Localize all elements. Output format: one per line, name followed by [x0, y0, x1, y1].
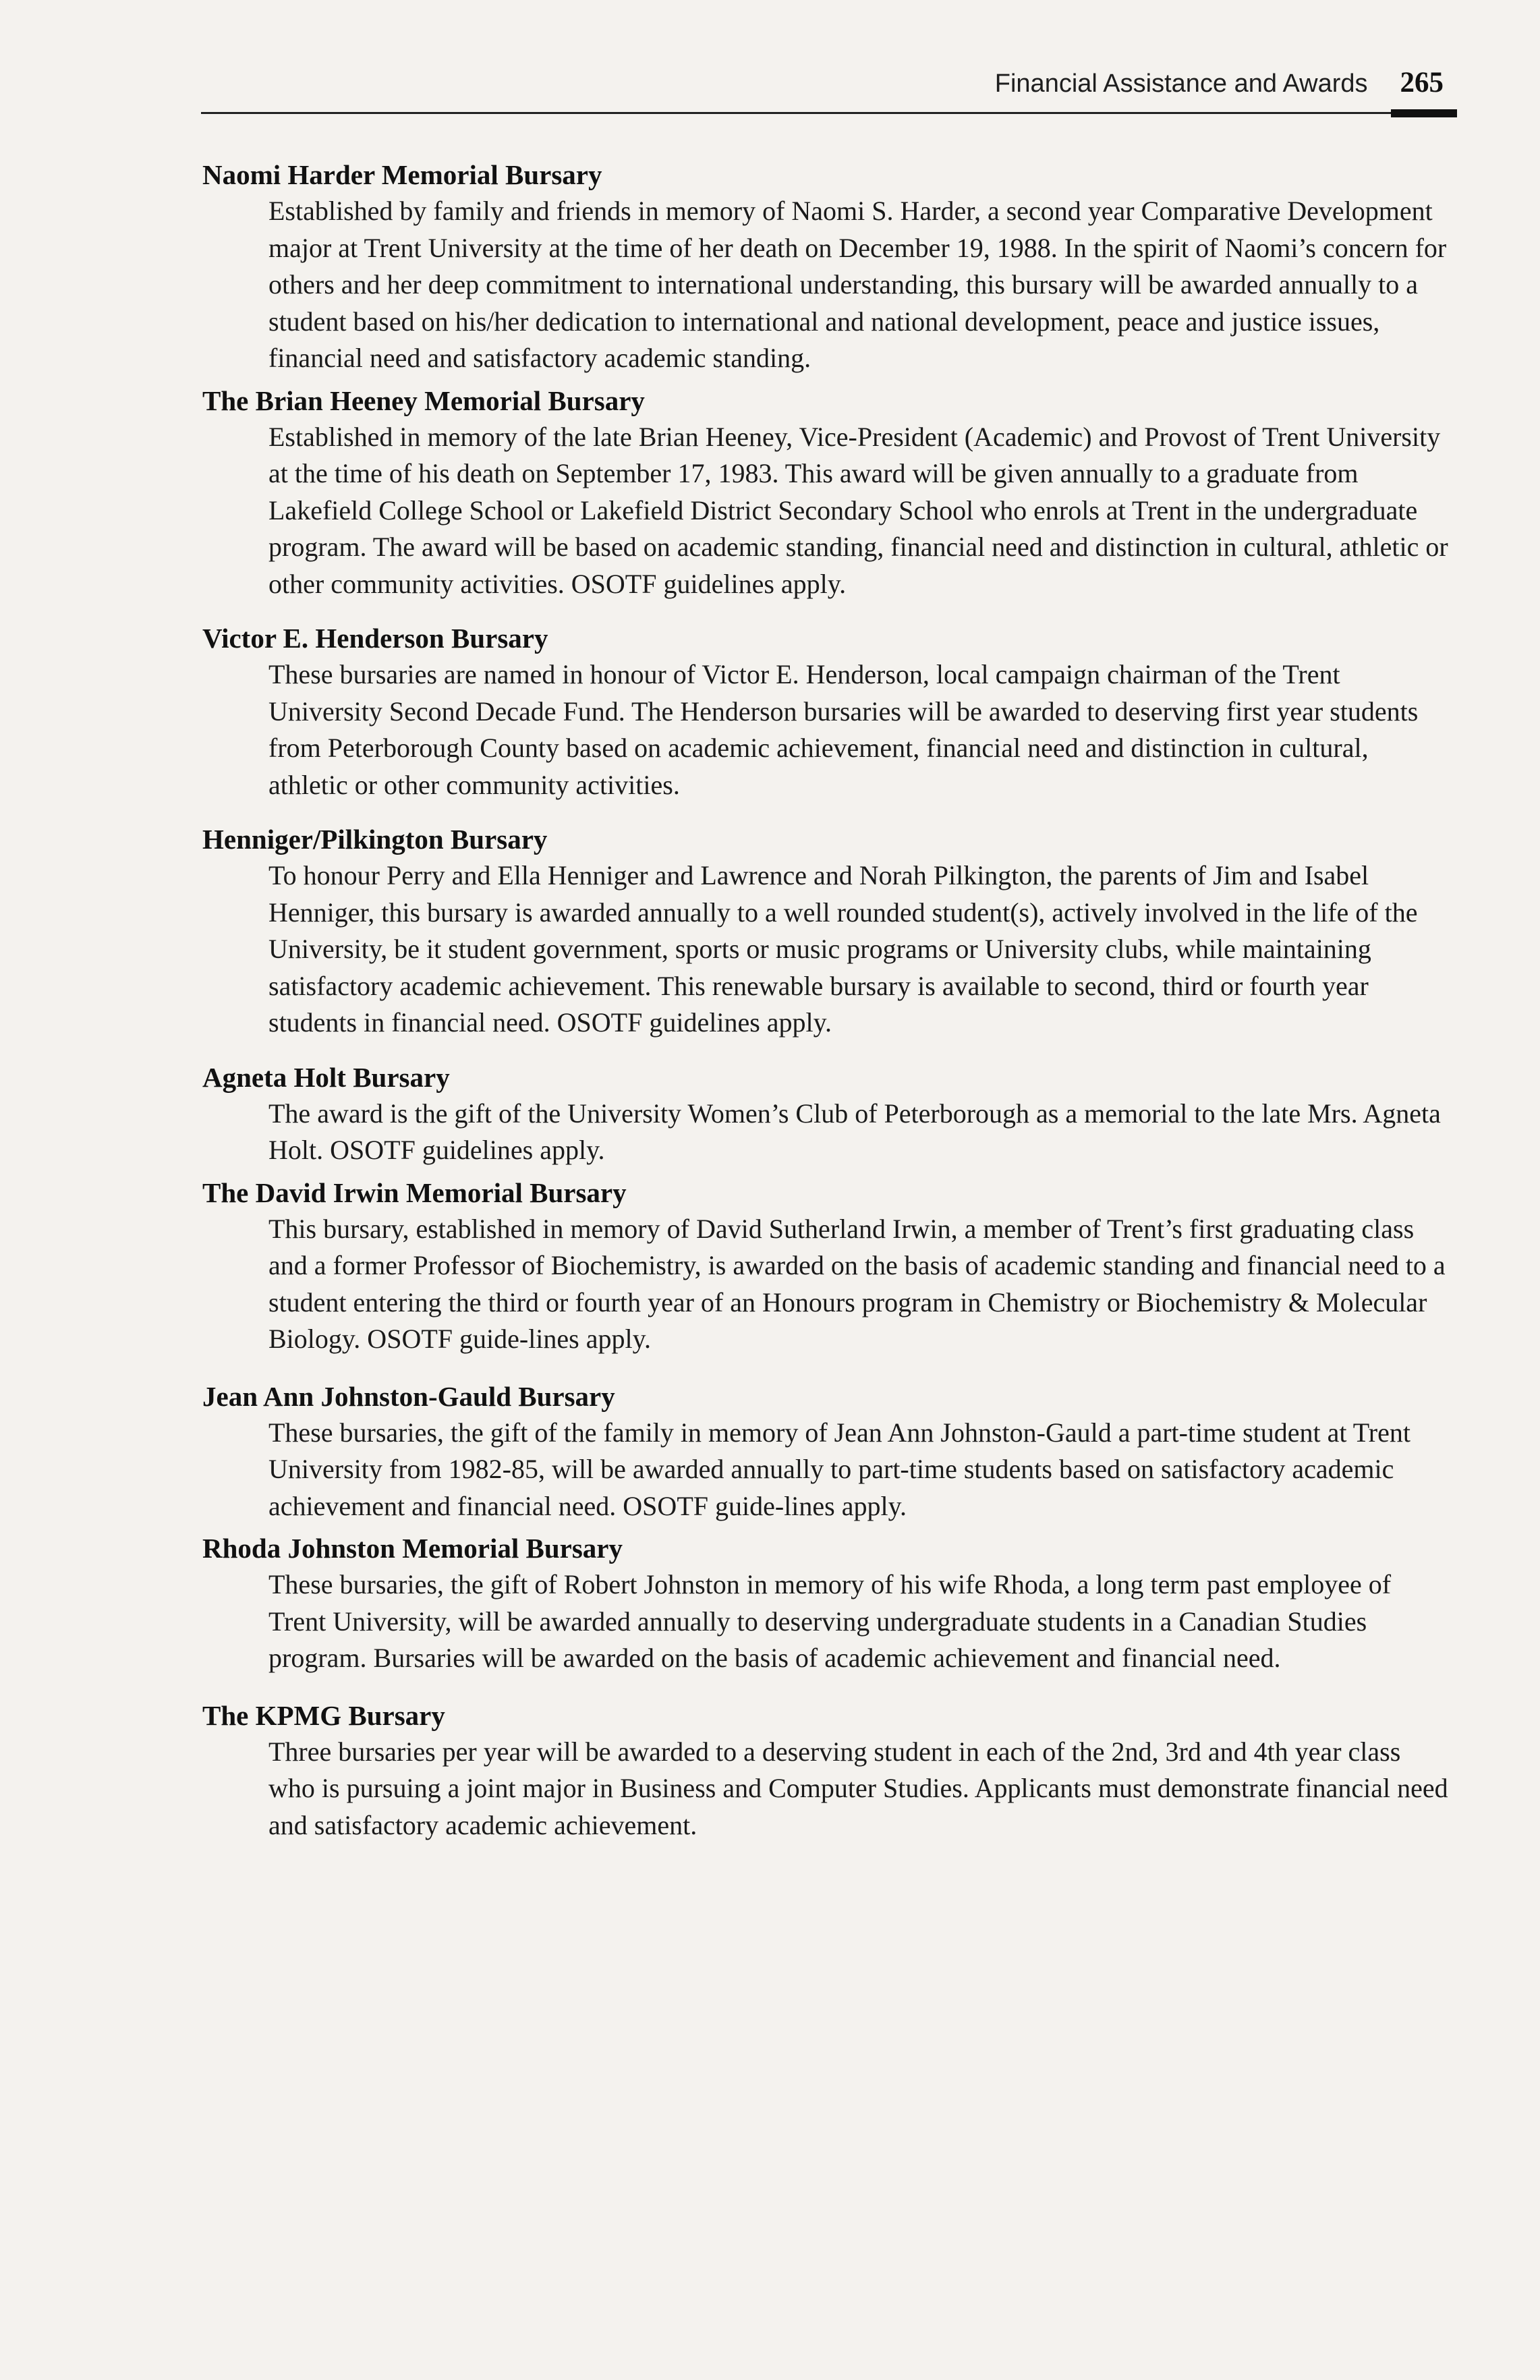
bursary-title: Henniger/Pilkington Bursary: [202, 824, 548, 855]
bursary-entry: [202, 1174, 1450, 1358]
bursary-list: [202, 157, 1450, 1844]
bursary-description: These bursaries, the gift of the family in memory of Jean Ann Johnston-Gauld a part-time student at Trent University from 1982-85, will be awarded annually to part-time students based on satisfactory academic achievement and financial need. OSOTF guide-lines apply.: [268, 1417, 1410, 1521]
bursary-entry: [202, 1697, 1450, 1844]
bursary-description: Established in memory of the late Brian Heeney, Vice-President (Academic) and Provost of Trent University at the time of his death on September 17, 1983. This award will be given annually to a graduate from Lakefield College School or Lakefield District Secondary School who enrols at Trent in the undergraduate program. The award will be based on academic standing, financial need and distinction in cultural, athletic or other community activities. OSOTF guidelines apply.: [268, 421, 1448, 599]
bursary-title: The David Irwin Memorial Bursary: [202, 1177, 627, 1208]
bursary-description: Three bursaries per year will be awarded to a deserving student in each of the 2nd, 3rd and 4th year class who is pursuing a joint major in Business and Computer Studies. Applicants must demonstrate financial need and satisfactory academic achievement.: [268, 1736, 1448, 1840]
bursary-title: Jean Ann Johnston-Gauld Bursary: [202, 1380, 615, 1412]
bursary-entry: [202, 1378, 1450, 1525]
bursary-entry: [202, 1059, 1450, 1169]
bursary-entry: [202, 382, 1450, 603]
bursary-description: These bursaries are named in honour of Victor E. Henderson, local campaign chairman of the Trent University Second Decade Fund. The Henderson bursaries will be awarded to deserving first year students from Peterborough County based on academic achievement, financial need and distinction in cultural, athletic or other community activities.: [268, 659, 1419, 800]
bursary-title: Agneta Holt Bursary: [202, 1061, 450, 1093]
bursary-entry: [202, 1530, 1450, 1677]
bursary-description: Established by family and friends in memory of Naomi S. Harder, a second year Comparative Development major at Trent University at the time of her death on December 19, 1988. In the spirit of Naomi’s concern for others and her deep commitment to international understanding, this bursary will be awarded annually to a student based on his/her dedication to international and national development, peace and justice issues, financial need and satisfactory academic standing.: [268, 196, 1447, 373]
page-number: 265: [1400, 67, 1444, 98]
bursary-description: These bursaries, the gift of Robert Johnston in memory of his wife Rhoda, a long term past employee of Trent University, will be awarded annually to deserving undergraduate students in a Canadian Studies program. Bursaries will be awarded on the basis of academic achievement and financial need.: [268, 1569, 1392, 1673]
bursary-title: Rhoda Johnston Memorial Bursary: [202, 1533, 623, 1564]
header-rule-accent: [1391, 109, 1457, 117]
bursary-title: Victor E. Henderson Bursary: [202, 623, 548, 654]
bursary-entry: [202, 821, 1450, 1042]
bursary-title: The KPMG Bursary: [202, 1699, 445, 1731]
bursary-description: The award is the gift of the University Women’s Club of Peterborough as a memorial to the late Mrs. Agneta Holt. OSOTF guidelines apply.: [268, 1098, 1441, 1165]
bursary-entry: [202, 620, 1450, 803]
bursary-description: This bursary, established in memory of David Sutherland Irwin, a member of Trent’s first graduating class and a former Professor of Biochemistry, is awarded on the basis of academic standing and financial need to a student entering the third or fourth year of an Honours program in Chemistry or Biochemistry & Molecular Biology. OSOTF guide-lines apply.: [268, 1213, 1446, 1354]
bursary-title: Naomi Harder Memorial Bursary: [202, 159, 602, 190]
header-rule: [201, 112, 1457, 114]
bursary-entry: [202, 157, 1450, 377]
bursary-description: To honour Perry and Ella Henniger and Lawrence and Norah Pilkington, the parents of Jim and Isabel Henniger, this bursary is awarded annually to a well rounded student(s), actively involved in the life of the University, be it student government, sports or music programs or University clubs, while maintaining satisfactory academic achievement. This renewable bursary is available to second, third or fourth year students in financial need. OSOTF guidelines apply.: [268, 860, 1418, 1038]
bursary-title: The Brian Heeney Memorial Bursary: [202, 385, 645, 416]
section-title: Financial Assistance and Awards: [994, 69, 1368, 98]
running-header: [904, 66, 1444, 113]
